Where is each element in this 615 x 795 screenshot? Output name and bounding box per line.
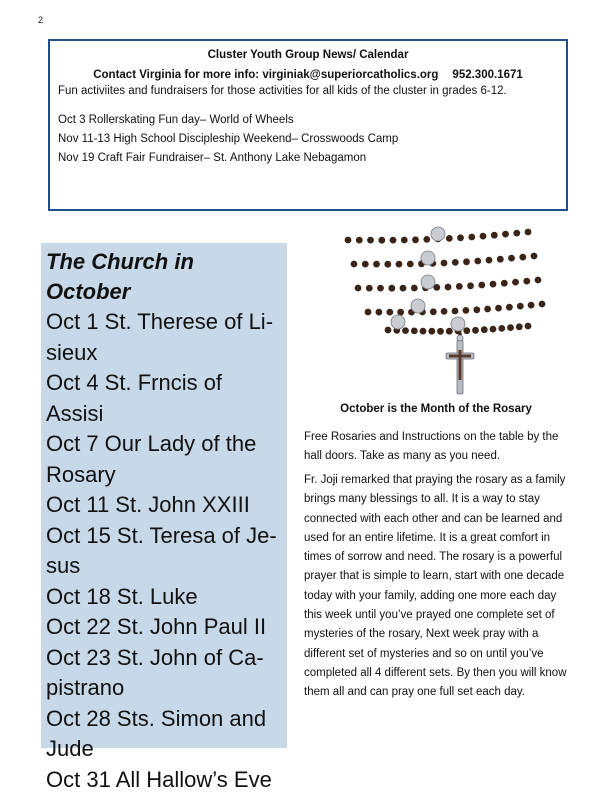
event-item: Oct 3 Rollerskating Fun day– World of Wheels: [58, 111, 558, 130]
rosary-bead: [388, 285, 395, 292]
rosary-bead: [535, 277, 542, 284]
rosary-bead: [525, 323, 532, 330]
rosary-bead: [452, 259, 459, 266]
rosary-bead: [463, 327, 470, 334]
rosary-bead: [355, 285, 362, 292]
rosary-bead: [365, 309, 372, 316]
rosary-medal: [421, 275, 435, 289]
rosary-bead: [457, 234, 464, 241]
rosary-paragraph-free: Free Rosaries and Instructions on the table by the hall doors. Take as many as you need.: [304, 428, 570, 467]
feast-line: Oct 7 Our Lady of the: [46, 429, 283, 460]
rosary-bead: [366, 285, 373, 292]
feast-line: sus: [46, 551, 283, 582]
rosary-bead: [468, 234, 475, 241]
rosary-bead: [345, 237, 352, 244]
youth-group-news-box: [48, 39, 568, 211]
rosary-paragraph-fr-joji: Fr. Joji remarked that praying the rosary as a family brings many blessings to all. It is a way to stay connected with each other and can be learned and used for an entire lifetime. It is a great comfort in times of sorrow and need. The rosary is a powerful prayer that is simple to learn, start with one decade today with your family, adding one more each day this week until you’ve prayed one complete set of mysteries of the rosary, Next week pray with a different set of mysteries and so on until you’ve completed all 4 different sets. By then you will know them all and can pray one full set each day.: [304, 471, 570, 703]
rosary-bead: [362, 261, 369, 268]
rosary-bead: [497, 256, 504, 263]
rosary-bead: [463, 258, 470, 265]
rosary-bead: [397, 309, 404, 316]
contact-phone: 952.300.1671: [452, 69, 522, 81]
rosary-bead: [539, 301, 546, 308]
church-in-october-box: [41, 243, 287, 748]
news-title: Cluster Youth Group News/ Calendar: [58, 49, 558, 61]
feast-line: Oct 11 St. John XXIII: [46, 490, 283, 521]
feast-line: Oct 18 St. Luke: [46, 582, 283, 613]
event-item: Nov 19 Craft Fair Fundraiser– St. Anthony Lake Nebagamon: [58, 149, 558, 168]
rosary-bead: [384, 261, 391, 268]
rosary-bead: [512, 279, 519, 286]
news-intro: Fun activiites and fundraisers for those activities for all kids of the cluster in grades 6-12.: [58, 85, 558, 97]
feast-line: Oct 22 St. John Paul II: [46, 612, 283, 643]
rosary-bead: [481, 326, 488, 333]
rosary-beads: [345, 229, 546, 336]
rosary-medals: [391, 227, 465, 331]
feast-line: Oct 28 Sts. Simon and: [46, 704, 283, 735]
rosary-bead: [467, 282, 474, 289]
rosary-bead: [484, 306, 491, 313]
rosary-bead: [356, 237, 363, 244]
rosary-bead: [378, 237, 385, 244]
rosary-bead: [523, 278, 530, 285]
rosary-bead: [407, 261, 414, 268]
rosary-bead: [402, 327, 409, 334]
rosary-bead: [386, 309, 393, 316]
feast-line: Rosary: [46, 460, 283, 491]
rosary-bead: [528, 302, 535, 309]
feast-line: Oct 23 St. John of Ca-: [46, 643, 283, 674]
rosary-bead: [446, 328, 453, 335]
rosary-bead: [401, 237, 408, 244]
event-item: Nov 11-13 High School Discipleship Weekend– Crosswoods Camp: [58, 130, 558, 149]
rosary-bead: [430, 308, 437, 315]
rosary-caption: October is the Month of the Rosary: [300, 403, 572, 415]
rosary-bead: [490, 281, 497, 288]
rosary-bead: [373, 261, 380, 268]
rosary-medal: [421, 251, 435, 265]
rosary-bead: [446, 235, 453, 242]
rosary-medal: [391, 315, 405, 329]
rosary-bead: [463, 307, 470, 314]
rosary-medal: [431, 227, 445, 241]
rosary-bead: [351, 261, 358, 268]
rosary-bead: [516, 323, 523, 330]
feast-line: pistrano: [46, 673, 283, 704]
rosary-bead: [501, 280, 508, 287]
rosary-bead: [486, 257, 493, 264]
rosary-bead: [517, 303, 524, 310]
rosary-bead: [456, 283, 463, 290]
rosary-bead: [385, 327, 392, 334]
rosary-bead: [495, 305, 502, 312]
rosary-bead: [507, 324, 514, 331]
rosary-bead: [490, 326, 497, 333]
feast-line: Oct 1 St. Therese of Li-: [46, 307, 283, 338]
feast-line: Jude: [46, 734, 283, 765]
rosary-bead: [513, 230, 520, 237]
rosary-bead: [506, 304, 513, 311]
feasts-heading: The Church in October: [46, 247, 283, 307]
rosary-bead: [376, 309, 383, 316]
rosary-bead: [390, 237, 397, 244]
rosary-bead: [445, 284, 452, 291]
feast-line: Oct 31 All Hallow’s Eve: [46, 765, 283, 795]
rosary-bead: [478, 282, 485, 289]
crucifix-icon: [446, 335, 474, 394]
rosary-bead: [428, 328, 435, 335]
rosary-bead: [396, 261, 403, 268]
rosary-bead: [423, 236, 430, 243]
rosary-bead: [400, 285, 407, 292]
rosary-image: [328, 222, 552, 398]
contact-text: Contact Virginia for more info: virginiak@superiorcatholics.org: [93, 69, 438, 81]
rosary-bead: [473, 306, 480, 313]
rosary-bead: [377, 285, 384, 292]
rosary-bead: [472, 327, 479, 334]
rosary-bead: [437, 328, 444, 335]
rosary-bead: [412, 236, 419, 243]
rosary-bead: [525, 229, 532, 236]
feast-line: sieux: [46, 338, 283, 369]
rosary-bead: [498, 325, 505, 332]
rosary-bead: [474, 258, 481, 265]
rosary-bead: [367, 237, 374, 244]
rosary-bead: [411, 328, 418, 335]
rosary-bead: [491, 232, 498, 239]
rosary-medal: [411, 299, 425, 313]
feast-line: Oct 15 St. Teresa of Je-: [46, 521, 283, 552]
rosary-bead: [452, 308, 459, 315]
rosary-medal: [451, 317, 465, 331]
news-events: [58, 111, 558, 168]
page-number: 2: [38, 15, 43, 25]
rosary-bead: [441, 260, 448, 267]
rosary-bead: [441, 308, 448, 315]
rosary-bead: [508, 255, 515, 262]
rosary-bead: [502, 231, 509, 238]
rosary-bead: [411, 285, 418, 292]
rosary-bead: [531, 253, 538, 260]
rosary-bead: [480, 233, 487, 240]
news-contact: [58, 69, 558, 81]
feast-line: Oct 4 St. Frncis of Assisi: [46, 368, 283, 429]
rosary-bead: [519, 254, 526, 261]
rosary-bead: [420, 328, 427, 335]
